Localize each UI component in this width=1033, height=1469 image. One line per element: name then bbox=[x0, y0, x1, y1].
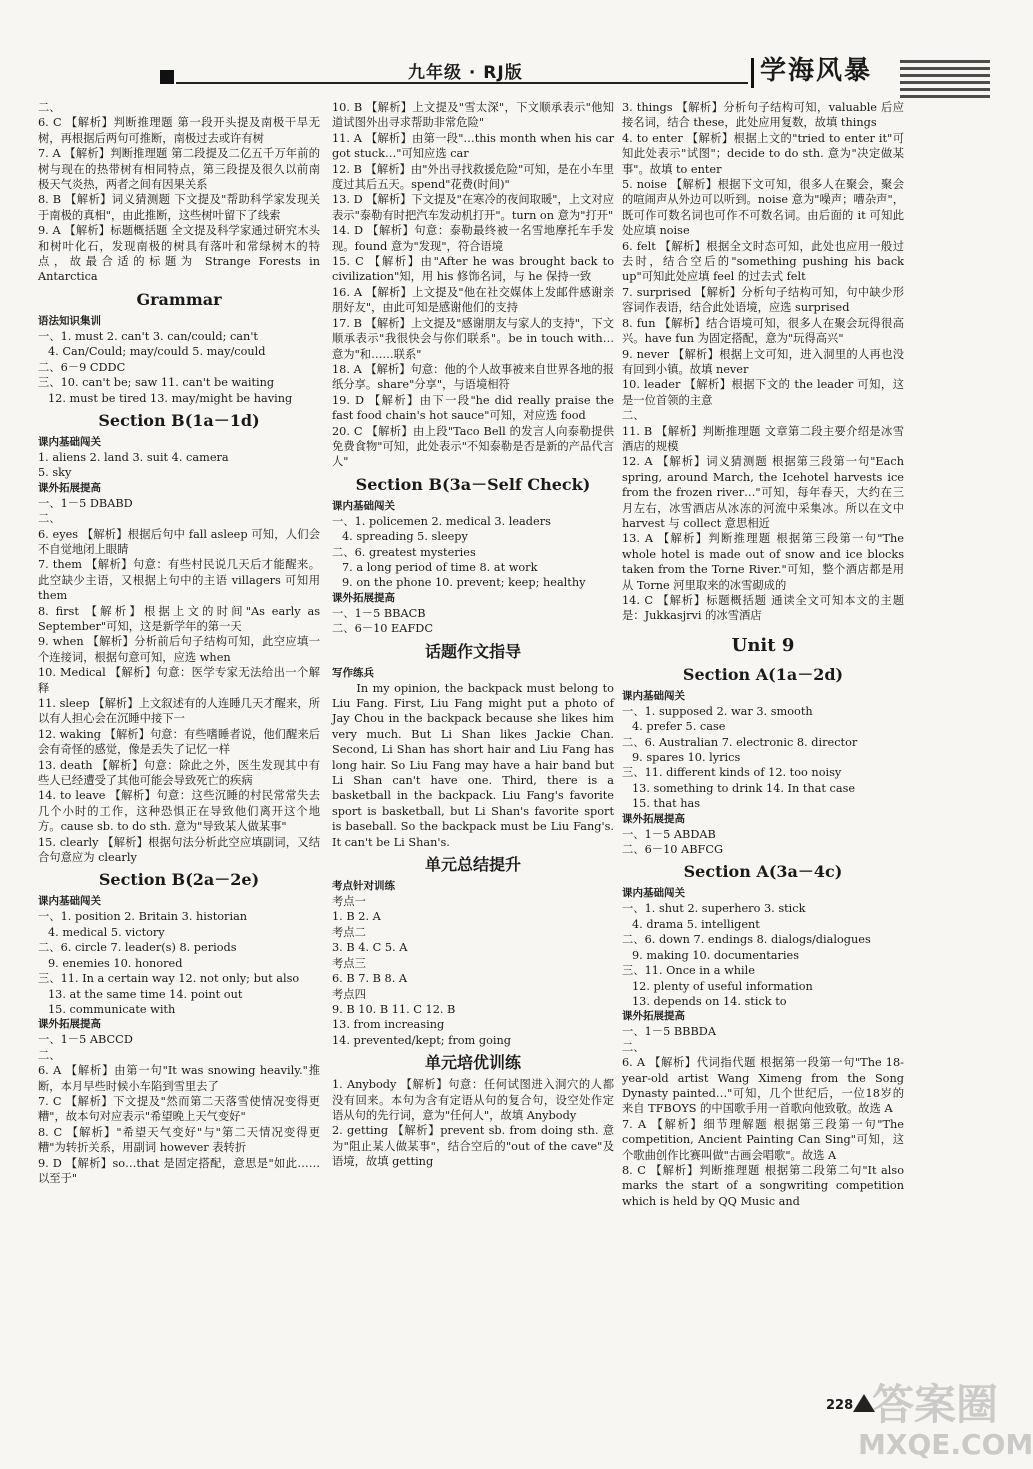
answer-item: 7. a long period of time 8. at work bbox=[342, 560, 538, 574]
subsection-label: 课外拓展提高 bbox=[38, 1018, 101, 1031]
answer-item: 12. must be tired 13. may/might be having bbox=[48, 391, 293, 405]
answer-item: 二、6. Australian 7. electronic 8. director bbox=[622, 735, 858, 749]
answer-item: 13. death 【解析】句意：除此之外，医生发现其中有些人已经遭受了其他可能会导致死亡的疾病 bbox=[38, 758, 320, 788]
answer-item: 一、1. policemen 2. medical 3. leaders bbox=[332, 514, 551, 528]
subsection-label: 课外拓展提高 bbox=[38, 481, 101, 494]
page-title: 九年级 · RJ版 bbox=[408, 63, 523, 83]
answer-item: 一、1－5 BBBDA bbox=[622, 1025, 716, 1039]
answer-item: 9. spares 10. lyrics bbox=[632, 751, 741, 765]
answer-item: 11. sleep 【解析】上文叙述有的人连睡几天才醒来，所以有人担心会在沉睡中接下一 bbox=[38, 697, 320, 726]
answer-item: 二、 bbox=[38, 512, 61, 526]
page-number: 228 bbox=[826, 1398, 854, 1413]
answer-item: 15. that has bbox=[632, 797, 701, 811]
answer-item: 一、1－5 BBACB bbox=[332, 606, 426, 620]
answer-item: 2. getting 【解析】prevent sb. from doing sth. 意为"阻止某人做某事"，结合空后的"out of the cave"及语境，故填 getting bbox=[332, 1124, 614, 1169]
answer-item: 12. plenty of useful information bbox=[632, 979, 813, 993]
unit-heading: Unit 9 bbox=[731, 634, 795, 656]
answer-item: 13. A 【解析】判断推理题 根据第三段第一句"The whole hotel is made out of snow and ice blocks taken from the Torne River."可知，整个酒店都是用从 Torne 河里取来的冰雪砌成的 bbox=[622, 532, 904, 592]
answer-item: 考点四 bbox=[332, 987, 366, 1001]
answer-item: 13. depends on 14. stick to bbox=[632, 994, 787, 1008]
section-heading: Grammar bbox=[136, 289, 222, 309]
answer-item: 10. Medical 【解析】句意：医学专家无法给出一个解释 bbox=[38, 666, 320, 695]
section-heading: 单元总结提升 bbox=[424, 855, 521, 875]
answer-item: 一、1. shut 2. superhero 3. stick bbox=[622, 902, 806, 916]
answer-item: 9. enemies 10. honored bbox=[48, 956, 183, 970]
answer-item: 三、10. can't be; saw 11. can't be waiting bbox=[38, 376, 275, 390]
answer-item: 12. A 【解析】词义猜测题 根据第三段第一句"Each spring, around March, the Icehotel harvests ice from the frozen river…"可知，每年春天，大约在三月左右，冰雪酒店从冰冻的河流中采集冰。所以在文中 harvest 与 collect 意思相近 bbox=[622, 455, 904, 530]
answer-item: 二、 bbox=[622, 1040, 645, 1054]
answer-item: 7. them 【解析】句意：有些村民说几天后才能醒来。此空缺少主语，又根据上句中的主语 villagers 可知用 them bbox=[38, 558, 320, 603]
answer-item: 14. to leave 【解析】句意：这些沉睡的村民常常失去几个小时的工作，这种恐惧正在导致他们离开这个地方。cause sb. to do sth. 意为"导致某人做某事" bbox=[38, 789, 320, 834]
answer-item: 二、6. down 7. endings 8. dialogs/dialogues bbox=[622, 933, 871, 947]
answer-item: 4. spreading 5. sleepy bbox=[342, 530, 468, 544]
answer-item: 一、1－5 DBABD bbox=[38, 496, 133, 510]
answer-item: 一、1. must 2. can't 3. can/could; can't bbox=[38, 329, 258, 343]
answer-item: 9. on the phone 10. prevent; keep; healthy bbox=[342, 576, 586, 590]
subsection-label: 语法知识集训 bbox=[38, 314, 101, 327]
answer-column-right bbox=[622, 100, 904, 1209]
answer-item: 7. C 【解析】下文提及"然而第二天落雪使情况变得更糟"，故本句对应表示"希望晚上天气变好" bbox=[38, 1094, 320, 1124]
answer-item: 7. A 【解析】细节理解题 根据第三段第一句"The competition, Ancient Painting Can Sing"可知，这个歌曲创作比赛叫做"古画会唱歌"。故选 A bbox=[622, 1117, 904, 1162]
answer-item: 9. making 10. documentaries bbox=[632, 948, 800, 962]
answer-column-middle bbox=[332, 100, 614, 1170]
answer-item: 二、6－10 ABFCG bbox=[622, 843, 724, 857]
answer-item: 二、6. greatest mysteries bbox=[332, 545, 476, 559]
page-header bbox=[0, 0, 1000, 110]
answer-item: 11. A 【解析】由第一段"…this month when his car got stuck…"可知应选 car bbox=[332, 131, 614, 161]
answer-item: 8. B 【解析】词义猜测题 下文提及"帮助科学家发现关于南极的真相"，由此推断，这些树叶留下了线索 bbox=[38, 193, 320, 222]
subsection-label: 课内基础闯关 bbox=[38, 435, 101, 448]
answer-item: 16. A 【解析】上文提及"他在社交媒体上发邮件感谢亲朋好友"，由此可知是感谢他们的支持 bbox=[332, 285, 614, 315]
answer-item: 9. D 【解析】so…that 是固定搭配，意思是"如此……以至于" bbox=[38, 1156, 320, 1185]
subsection-label: 课内基础闯关 bbox=[622, 887, 685, 900]
answer-item: 14. prevented/kept; from going bbox=[332, 1033, 512, 1047]
answer-item: 10. B 【解析】上文提及"雪太深"，下文顺承表示"他知道试图外出寻求帮助非常危险" bbox=[332, 101, 614, 130]
answer-item: 4. drama 5. intelligent bbox=[632, 917, 760, 931]
answer-item: 二、 bbox=[622, 409, 645, 423]
answer-item: 考点一 bbox=[332, 895, 366, 909]
answer-item: 6. eyes 【解析】根据后句中 fall asleep 可知，人们会不自觉地闭上眼睛 bbox=[38, 527, 320, 556]
watermark-url: MXQE.COM bbox=[858, 1428, 1033, 1461]
answer-item: 13. from increasing bbox=[332, 1018, 445, 1032]
subsection-label: 写作练兵 bbox=[332, 666, 374, 679]
answer-item: 4. medical 5. victory bbox=[48, 925, 165, 939]
answer-item: 13. D 【解析】下文提及"在寒冷的夜间取暖"，上文对应表示"泰勒有时把汽车发动机打开"。turn on 意为"打开" bbox=[332, 193, 614, 222]
answer-item: 9. when 【解析】分析前后句子结构可知，此空应填一个连接词，根据句意可知，应选 when bbox=[38, 635, 320, 664]
subsection-label: 课外拓展提高 bbox=[622, 812, 685, 825]
answer-item: 8. C 【解析】判断推理题 根据第二段第二句"It also marks the start of a songwriting competition which is held by QQ Music and bbox=[622, 1163, 904, 1208]
answer-item: 一、1－5 ABCCD bbox=[38, 1033, 133, 1047]
answer-item: 15. clearly 【解析】根据句法分析此空应填副词，又结合句意应为 clearly bbox=[38, 835, 320, 865]
answer-item: 6. B 7. B 8. A bbox=[332, 972, 408, 986]
answer-item: 9. B 10. B 11. C 12. B bbox=[332, 1002, 456, 1016]
watermark-logo: 答案圈 bbox=[872, 1380, 999, 1429]
answer-item: 一、1－5 ABDAB bbox=[622, 827, 716, 841]
answer-item: 5. sky bbox=[38, 466, 72, 480]
answer-item: 7. A 【解析】判断推理题 第二段提及二亿五千万年前的树与现在的热带树有相同特点，第三段提及很久以前南极天气炎热，两者之间有因果关系 bbox=[38, 147, 320, 192]
answer-item: 1. Anybody 【解析】句意：任何试图进入洞穴的人都没有回来。本句为含有定语从句的复合句，设空处作定语从句的先行词，意为"任何人"，故填 Anybody bbox=[332, 1078, 614, 1122]
answer-item: 9. never 【解析】根据上文可知，进入洞里的人再也没有回到小镇。故填 never bbox=[622, 347, 904, 376]
subsection-label: 课内基础闯关 bbox=[332, 499, 395, 512]
answer-item: 6. C 【解析】判断推理题 第一段开头提及南极干旱无树，再根据后两句可推断，南极过去或许有树 bbox=[38, 116, 320, 145]
answer-item: 三、11. In a certain way 12. not only; but also bbox=[38, 972, 300, 986]
answer-item: 二、 bbox=[38, 1048, 61, 1062]
answer-item: 4. to enter 【解析】根据上文的"tried to enter it"可知此处表示"试图"；decide to do sth. 意为"决定做某事"。故填 to enter bbox=[622, 131, 904, 176]
answer-item: 二、6－10 EAFDC bbox=[332, 622, 433, 636]
answer-item: 二、 bbox=[38, 101, 61, 114]
subsection-label: 课内基础闯关 bbox=[38, 895, 101, 908]
answer-item: In my opinion, the backpack must belong to Liu Fang. First, Liu Fang might put a photo of Jay Chou in the backpack because she likes him very much. But Li Shan likes Jackie Chan. Second, Li Shan has short hair and Liu Fang has long hair. So Liu Fang may have a hair band but Li Shan can't have one. Third, there is a basketball in the backpack. Liu Fang's favorite sport is basketball, but Li Shan's favorite sport is baseball. So the backpack must be Liu Fang's. It can't be Li Shan's. bbox=[332, 681, 614, 849]
answer-item: 考点三 bbox=[332, 956, 366, 970]
answer-item: 12. waking 【解析】句意：有些嗜睡者说，他们醒来后会有奇怪的感觉，像是丢失了记忆一样 bbox=[38, 727, 320, 757]
answer-item: 10. leader 【解析】根据下文的 the leader 可知，这是一位首领的主意 bbox=[622, 378, 904, 407]
section-heading: Section A(3a－4c) bbox=[683, 862, 843, 882]
brand-logo: 学海风暴 bbox=[760, 56, 873, 86]
answer-item: 考点二 bbox=[332, 925, 366, 939]
answer-item: 17. B 【解析】上文提及"感谢朋友与家人的支持"，下文顺承表示"我很快会与你们联系"。be in touch with…意为"和……联系" bbox=[332, 316, 614, 361]
answer-item: 4. Can/Could; may/could 5. may/could bbox=[48, 345, 266, 359]
answer-item: 三、11. Once in a while bbox=[622, 964, 755, 978]
subsection-label: 课内基础闯关 bbox=[622, 689, 685, 702]
answer-item: 15. communicate with bbox=[48, 1002, 176, 1016]
section-heading: 话题作文指导 bbox=[424, 641, 521, 661]
answer-item: 13. something to drink 14. In that case bbox=[632, 781, 856, 795]
answer-item: 一、1. supposed 2. war 3. smooth bbox=[622, 704, 813, 718]
answer-item: 8. fun 【解析】结合语境可知，很多人在聚会玩得很高兴。have fun 为固定搭配，意为"玩得高兴" bbox=[622, 316, 904, 346]
answer-item: 19. D 【解析】由下一段"he did really praise the fast food chain's hot sauce"可知，对应选 food bbox=[332, 393, 614, 423]
header-square-mark bbox=[160, 70, 174, 84]
answer-item: 14. D 【解析】句意：泰勒最终被一名雪地摩托车手发现。found 意为"发现"，符合语境 bbox=[332, 224, 614, 253]
answer-item: 11. B 【解析】判断推理题 文章第二段主要介绍是冰雪酒店的规模 bbox=[622, 424, 904, 453]
section-heading: Section B(3a－Self Check) bbox=[355, 474, 591, 494]
answer-item: 一、1. position 2. Britain 3. historian bbox=[38, 910, 248, 924]
answer-item: 4. prefer 5. case bbox=[632, 720, 726, 734]
header-divider bbox=[751, 58, 754, 88]
answer-item: 18. A 【解析】句意：他的个人故事被来自世界各地的报纸分享。share"分享"，与语境相符 bbox=[332, 362, 614, 392]
answer-item: 6. A 【解析】代词指代题 根据第一段第一句"The 18-year-old artist Wang Ximeng from the Song Dynasty painted…"可知，几个世纪后，一位18岁的来自 TFBOYS 的中国歌手用一首歌向他致敬。故选 A bbox=[622, 1056, 904, 1116]
answer-item: 1. aliens 2. land 3. suit 4. camera bbox=[38, 450, 229, 464]
subsection-label: 课外拓展提高 bbox=[622, 1010, 685, 1023]
answer-item: 6. A 【解析】由第一句"It was snowing heavily."推断，本月早些时候小车陷到雪里去了 bbox=[38, 1064, 320, 1093]
answer-item: 3. things 【解析】分析句子结构可知，valuable 后应接名词，结合 these，此处应用复数，故填 things bbox=[622, 101, 904, 130]
section-heading: Section A(1a－2d) bbox=[682, 664, 844, 684]
subsection-label: 考点针对训练 bbox=[332, 880, 395, 893]
answer-item: 8. C 【解析】"希望天气变好"与"第二天情况变得更糟"为转折关系，用副词 however 表转折 bbox=[38, 1125, 320, 1155]
answer-item: 3. B 4. C 5. A bbox=[332, 941, 408, 955]
answer-item: 8. first 【解析】根据上文的时间"As early as September"可知，这是新学年的第一天 bbox=[38, 604, 320, 633]
subsection-label: 课外拓展提高 bbox=[332, 591, 395, 604]
answer-item: 二、6. circle 7. leader(s) 8. periods bbox=[38, 941, 237, 955]
answer-item: 13. at the same time 14. point out bbox=[48, 987, 243, 1001]
answer-item: 三、11. different kinds of 12. too noisy bbox=[622, 766, 842, 780]
answer-item: 14. C 【解析】标题概括题 通读全文可知本文的主题是：Jukkasjrvi 的冰雪酒店 bbox=[622, 594, 904, 623]
answer-item: 6. felt 【解析】根据全文时态可知，此处也应用一般过去时，结合空后的"something pushing his back up"可知此处应填 feel 的过去式 felt bbox=[622, 239, 904, 284]
section-heading: 单元培优训练 bbox=[424, 1053, 521, 1073]
section-heading: Section B(1a－1d) bbox=[98, 410, 260, 430]
answer-item: 1. B 2. A bbox=[332, 910, 381, 924]
answer-item: 12. B 【解析】由"外出寻找救援危险"可知，是在小车里度过其后五天。spend"花费(时间)" bbox=[332, 162, 614, 192]
answer-item: 二、6－9 CDDC bbox=[38, 360, 126, 374]
section-heading: Section B(2a－2e) bbox=[98, 870, 260, 890]
answer-item: 7. surprised 【解析】分析句子结构可知，句中缺少形容词作表语，结合此处语境，应选 surprised bbox=[622, 285, 904, 315]
answer-item: 9. A 【解析】标题概括题 全文提及科学家通过研究木头和树叶化石，发现南极的树具有落叶和常绿树木的特点，故最合适的标题为 Strange Forests in Antarctica bbox=[38, 224, 320, 284]
answer-item: 5. noise 【解析】根据下文可知，很多人在聚会，聚会的喧闹声从外边可以听到。noise 意为"噪声；嘈杂声"，既可作可数名词也可作不可数名词。由后面的 it 可知此处应填 noise bbox=[622, 178, 904, 238]
header-stripes bbox=[900, 60, 990, 100]
answer-item: 20. C 【解析】由上段"Taco Bell 的发言人向泰勒提供免费食物"可知，此处表示"不知泰勒是否是新的产品代言人" bbox=[332, 424, 614, 469]
answer-column-left bbox=[38, 100, 320, 1186]
answer-item: 15. C 【解析】由"After he was brought back to civilization"知，用 his 修饰名词，与 he 保持一致 bbox=[332, 255, 614, 284]
